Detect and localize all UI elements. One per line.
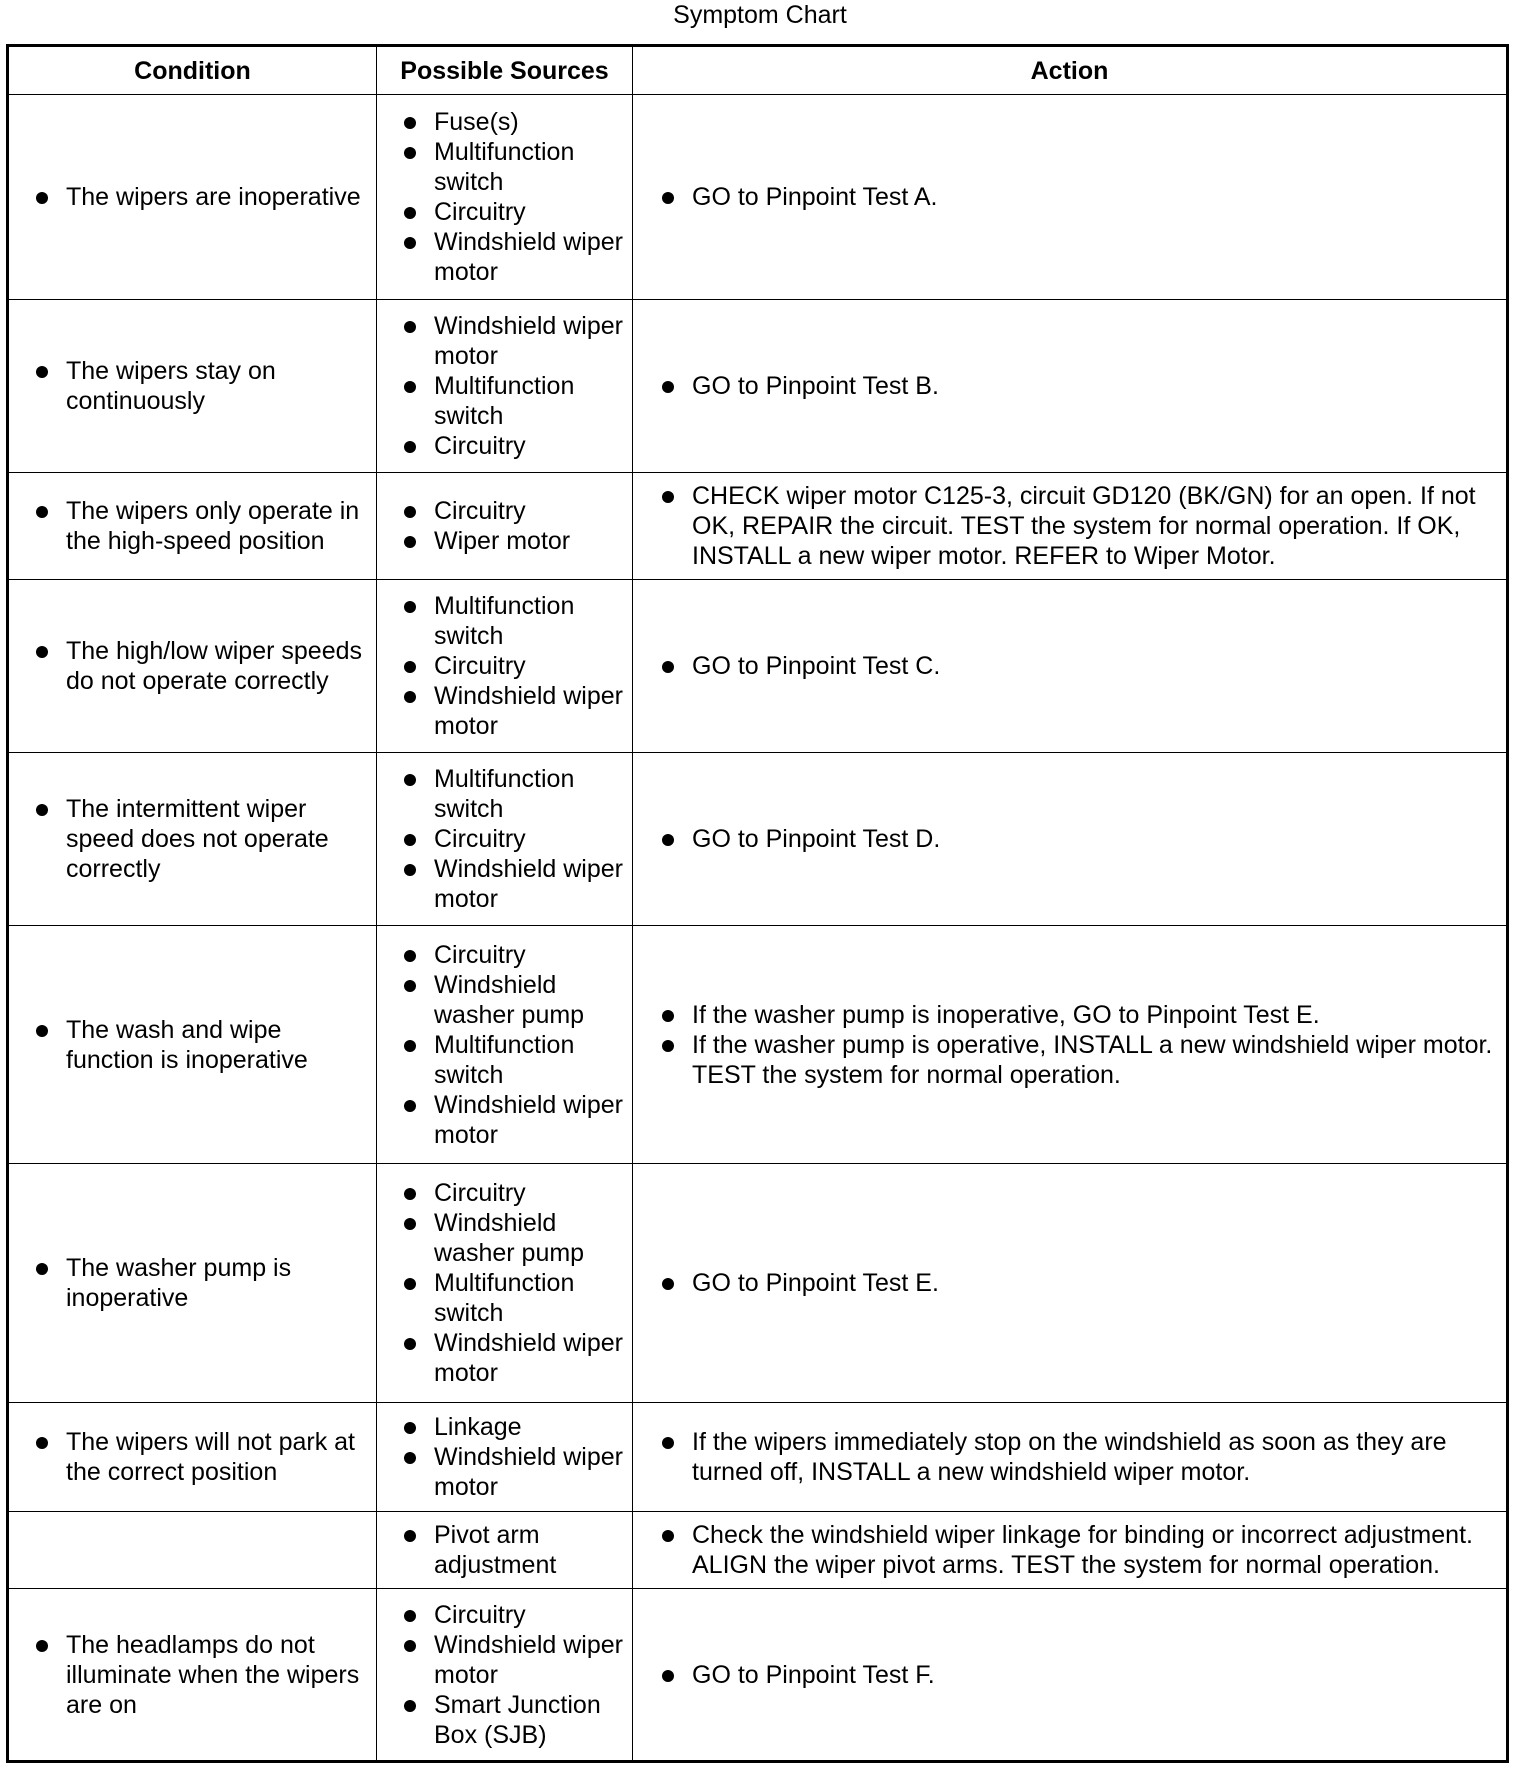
condition-cell: [8, 472, 377, 580]
source-item: Wiper motor: [378, 526, 631, 556]
action-item: If the washer pump is inoperative, GO to Pinpoint Test E.: [634, 1000, 1505, 1030]
source-item: Multifunction switch: [378, 1030, 631, 1090]
bullet-list: [10, 496, 375, 556]
table-row: [8, 1403, 1508, 1512]
bullet-list: [378, 1178, 631, 1388]
source-item: Circuitry: [378, 824, 631, 854]
possible-sources-cell: [377, 580, 633, 753]
condition-item: The wipers are inoperative: [10, 182, 375, 212]
action-cell: [633, 1403, 1508, 1512]
table-row: [8, 472, 1508, 580]
condition-item: The wipers will not park at the correct position: [10, 1427, 375, 1487]
source-item: Circuitry: [378, 496, 631, 526]
bullet-list: [378, 764, 631, 914]
bullet-list: [634, 182, 1505, 212]
source-item: Windshield wiper motor: [378, 1090, 631, 1150]
possible-sources-header: Possible Sources: [377, 46, 633, 95]
bullet-list: [10, 356, 375, 416]
source-item: Circuitry: [378, 197, 631, 227]
bullet-list: [634, 1520, 1505, 1580]
symptom-chart-table: [6, 44, 1509, 1763]
source-item: Circuitry: [378, 940, 631, 970]
condition-cell: [8, 1511, 377, 1588]
condition-item: The washer pump is inoperative: [10, 1253, 375, 1313]
condition-item: The wash and wipe function is inoperative: [10, 1015, 375, 1075]
bullet-list: [634, 481, 1505, 571]
source-item: Windshield wiper motor: [378, 227, 631, 287]
header-row: [8, 46, 1508, 95]
condition-cell: [8, 1164, 377, 1403]
source-item: Multifunction switch: [378, 137, 631, 197]
source-item: Windshield washer pump: [378, 970, 631, 1030]
action-item: GO to Pinpoint Test A.: [634, 182, 1505, 212]
action-cell: [633, 1589, 1508, 1762]
bullet-list: [378, 591, 631, 741]
source-item: Multifunction switch: [378, 591, 631, 651]
action-item: If the washer pump is operative, INSTALL a new windshield wiper motor. TEST the system for normal operation.: [634, 1030, 1505, 1090]
condition-item: The wipers only operate in the high-speed position: [10, 496, 375, 556]
source-item: Windshield wiper motor: [378, 854, 631, 914]
source-item: Windshield wiper motor: [378, 1442, 631, 1502]
chart-body: [8, 95, 1508, 1762]
action-item: GO to Pinpoint Test F.: [634, 1660, 1505, 1690]
condition-item: The intermittent wiper speed does not operate correctly: [10, 794, 375, 884]
bullet-list: [378, 940, 631, 1150]
table-row: [8, 580, 1508, 753]
condition-item: The high/low wiper speeds do not operate correctly: [10, 636, 375, 696]
action-item: If the wipers immediately stop on the windshield as soon as they are turned off, INSTALL a new windshield wiper motor.: [634, 1427, 1505, 1487]
bullet-list: [378, 1412, 631, 1502]
table-row: [8, 1164, 1508, 1403]
action-cell: [633, 753, 1508, 926]
bullet-list: [634, 651, 1505, 681]
source-item: Fuse(s): [378, 107, 631, 137]
table-row: [8, 1589, 1508, 1762]
action-cell: [633, 925, 1508, 1164]
source-item: Multifunction switch: [378, 764, 631, 824]
condition-cell: [8, 925, 377, 1164]
action-item: CHECK wiper motor C125-3, circuit GD120 (BK/GN) for an open. If not OK, REPAIR the circuit. TEST the system for normal operation. If OK, INSTALL a new wiper motor. REFER to Wiper Motor.: [634, 481, 1505, 571]
source-item: Windshield wiper motor: [378, 1630, 631, 1690]
action-item: GO to Pinpoint Test E.: [634, 1268, 1505, 1298]
action-item: Check the windshield wiper linkage for binding or incorrect adjustment. ALIGN the wiper pivot arms. TEST the system for normal operation.: [634, 1520, 1505, 1580]
bullet-list: [634, 371, 1505, 401]
bullet-list: [634, 1427, 1505, 1487]
source-item: Windshield wiper motor: [378, 311, 631, 371]
table-row: [8, 95, 1508, 300]
bullet-list: [378, 1600, 631, 1750]
table-row: [8, 753, 1508, 926]
condition-cell: [8, 1589, 377, 1762]
condition-cell: [8, 1403, 377, 1512]
source-item: Circuitry: [378, 1600, 631, 1630]
source-item: Circuitry: [378, 431, 631, 461]
bullet-list: [10, 182, 375, 212]
source-item: Windshield wiper motor: [378, 681, 631, 741]
possible-sources-cell: [377, 1164, 633, 1403]
action-cell: [633, 95, 1508, 300]
table-row: [8, 1511, 1508, 1588]
condition-header: Condition: [8, 46, 377, 95]
page-title: Symptom Chart: [673, 1, 847, 29]
source-item: Pivot arm adjustment: [378, 1520, 631, 1580]
action-item: GO to Pinpoint Test B.: [634, 371, 1505, 401]
bullet-list: [10, 1015, 375, 1075]
bullet-list: [10, 1630, 375, 1720]
action-cell: [633, 580, 1508, 753]
action-cell: [633, 1511, 1508, 1588]
bullet-list: [10, 1427, 375, 1487]
action-cell: [633, 300, 1508, 473]
bullet-list: [378, 496, 631, 556]
possible-sources-cell: [377, 300, 633, 473]
bullet-list: [10, 636, 375, 696]
possible-sources-cell: [377, 1403, 633, 1512]
bullet-list: [634, 1000, 1505, 1090]
bullet-list: [634, 824, 1505, 854]
source-item: Circuitry: [378, 1178, 631, 1208]
possible-sources-cell: [377, 1511, 633, 1588]
source-item: Multifunction switch: [378, 1268, 631, 1328]
condition-item: The wipers stay on continuously: [10, 356, 375, 416]
source-item: Windshield wiper motor: [378, 1328, 631, 1388]
table-row: [8, 300, 1508, 473]
bullet-list: [378, 311, 631, 461]
possible-sources-cell: [377, 925, 633, 1164]
source-item: Smart Junction Box (SJB): [378, 1690, 631, 1750]
condition-cell: [8, 580, 377, 753]
source-item: Windshield washer pump: [378, 1208, 631, 1268]
condition-item: The headlamps do not illuminate when the wipers are on: [10, 1630, 375, 1720]
condition-cell: [8, 753, 377, 926]
action-cell: [633, 1164, 1508, 1403]
bullet-list: [10, 794, 375, 884]
bullet-list: [634, 1660, 1505, 1690]
action-cell: [633, 472, 1508, 580]
action-header: Action: [633, 46, 1508, 95]
action-item: GO to Pinpoint Test C.: [634, 651, 1505, 681]
action-item: GO to Pinpoint Test D.: [634, 824, 1505, 854]
possible-sources-cell: [377, 753, 633, 926]
source-item: Circuitry: [378, 651, 631, 681]
condition-cell: [8, 300, 377, 473]
possible-sources-cell: [377, 1589, 633, 1762]
bullet-list: [378, 107, 631, 287]
possible-sources-cell: [377, 95, 633, 300]
source-item: Multifunction switch: [378, 371, 631, 431]
possible-sources-cell: [377, 472, 633, 580]
condition-cell: [8, 95, 377, 300]
bullet-list: [10, 1253, 375, 1313]
bullet-list: [378, 1520, 631, 1580]
table-row: [8, 925, 1508, 1164]
bullet-list: [634, 1268, 1505, 1298]
source-item: Linkage: [378, 1412, 631, 1442]
